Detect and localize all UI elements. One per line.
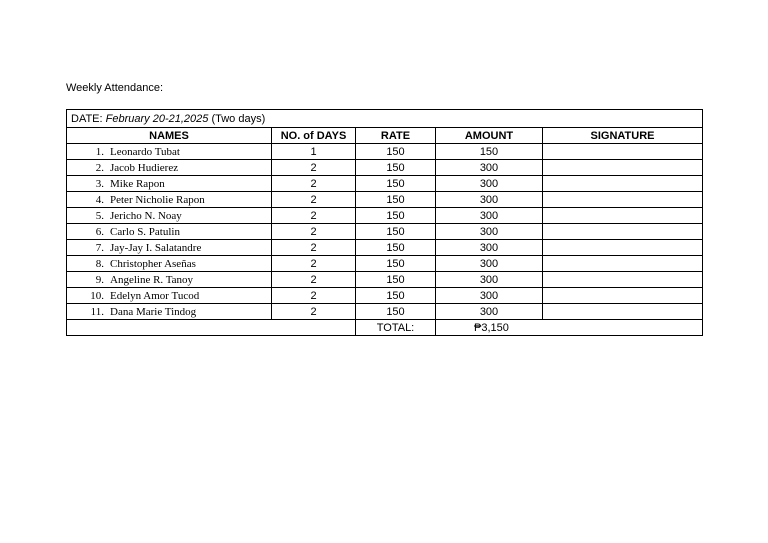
amount-cell: 300 [436,160,543,176]
total-blank-cell [67,320,356,336]
attendance-table [66,109,703,336]
signature-cell[interactable] [543,176,703,192]
row-number: 7. [95,241,104,254]
signature-cell[interactable] [543,144,703,160]
header-amount: AMOUNT [436,128,543,144]
rate-cell: 150 [356,256,436,272]
name-cell [67,240,272,256]
employee-name: Carlo S. Patulin [110,225,180,238]
row-number: 3. [95,177,104,190]
employee-name: Leonardo Tubat [110,145,180,158]
amount-cell: 300 [436,192,543,208]
employee-name: Peter Nicholie Rapon [110,193,205,206]
table-row [67,240,703,256]
date-row [67,110,703,128]
name-cell [67,272,272,288]
row-number: 9. [95,273,104,286]
rate-cell: 150 [356,176,436,192]
row-number: 6. [95,225,104,238]
total-amount: ₱3,150 [436,320,703,336]
days-cell: 2 [272,224,356,240]
date-cell [67,110,703,128]
rate-cell: 150 [356,224,436,240]
table-row [67,160,703,176]
amount-cell: 150 [436,144,543,160]
header-days: NO. of DAYS [272,128,356,144]
signature-cell[interactable] [543,240,703,256]
rate-cell: 150 [356,304,436,320]
days-cell: 2 [272,160,356,176]
name-cell [67,208,272,224]
table-row [67,288,703,304]
table-row [67,176,703,192]
amount-cell: 300 [436,256,543,272]
employee-name: Angeline R. Tanoy [110,273,194,286]
signature-cell[interactable] [543,288,703,304]
row-number: 8. [95,257,104,270]
header-names: NAMES [67,128,272,144]
days-cell: 2 [272,176,356,192]
table-row [67,192,703,208]
table-row [67,224,703,240]
row-number: 10. [90,289,104,302]
rate-cell: 150 [356,208,436,224]
employee-name: Edelyn Amor Tucod [110,289,200,302]
row-number: 11. [90,305,104,318]
days-cell: 2 [272,288,356,304]
document-heading: Weekly Attendance: [66,82,164,94]
employee-name: Christopher Aseñas [110,257,196,270]
name-cell [67,160,272,176]
rate-cell: 150 [356,160,436,176]
row-number: 2. [95,161,104,174]
name-cell [67,256,272,272]
employee-name: Jay-Jay I. Salatandre [110,241,202,254]
amount-cell: 300 [436,304,543,320]
amount-cell: 300 [436,176,543,192]
table-row [67,208,703,224]
header-signature: SIGNATURE [543,128,703,144]
employee-name: Jacob Hudierez [110,161,179,174]
total-row [67,320,703,336]
total-label: TOTAL: [356,320,436,336]
name-cell [67,192,272,208]
table-row [67,256,703,272]
date-range: February 20-21,2025 [105,112,209,125]
header-rate: RATE [356,128,436,144]
amount-cell: 300 [436,288,543,304]
rate-cell: 150 [356,272,436,288]
employee-name: Mike Rapon [110,177,165,190]
row-number: 1. [95,145,104,158]
days-cell: 2 [272,256,356,272]
employee-name: Jericho N. Noay [110,209,182,222]
row-number: 4. [95,193,104,206]
amount-cell: 300 [436,240,543,256]
row-number: 5. [95,209,104,222]
table-row [67,144,703,160]
name-cell [67,144,272,160]
signature-cell[interactable] [543,304,703,320]
rate-cell: 150 [356,288,436,304]
amount-cell: 300 [436,208,543,224]
table-row [67,272,703,288]
name-cell [67,288,272,304]
employee-name: Dana Marie Tindog [110,305,197,318]
days-cell: 2 [272,272,356,288]
table-row [67,304,703,320]
signature-cell[interactable] [543,272,703,288]
signature-cell[interactable] [543,160,703,176]
amount-cell: 300 [436,224,543,240]
days-cell: 1 [272,144,356,160]
signature-cell[interactable] [543,192,703,208]
signature-cell[interactable] [543,256,703,272]
rate-cell: 150 [356,144,436,160]
signature-cell[interactable] [543,224,703,240]
name-cell [67,304,272,320]
days-cell: 2 [272,208,356,224]
date-label: DATE: [71,112,103,125]
header-row [67,128,703,144]
date-note: (Two days) [211,112,266,125]
days-cell: 2 [272,240,356,256]
amount-cell: 300 [436,272,543,288]
name-cell [67,224,272,240]
rate-cell: 150 [356,192,436,208]
days-cell: 2 [272,304,356,320]
days-cell: 2 [272,192,356,208]
name-cell [67,176,272,192]
rate-cell: 150 [356,240,436,256]
signature-cell[interactable] [543,208,703,224]
